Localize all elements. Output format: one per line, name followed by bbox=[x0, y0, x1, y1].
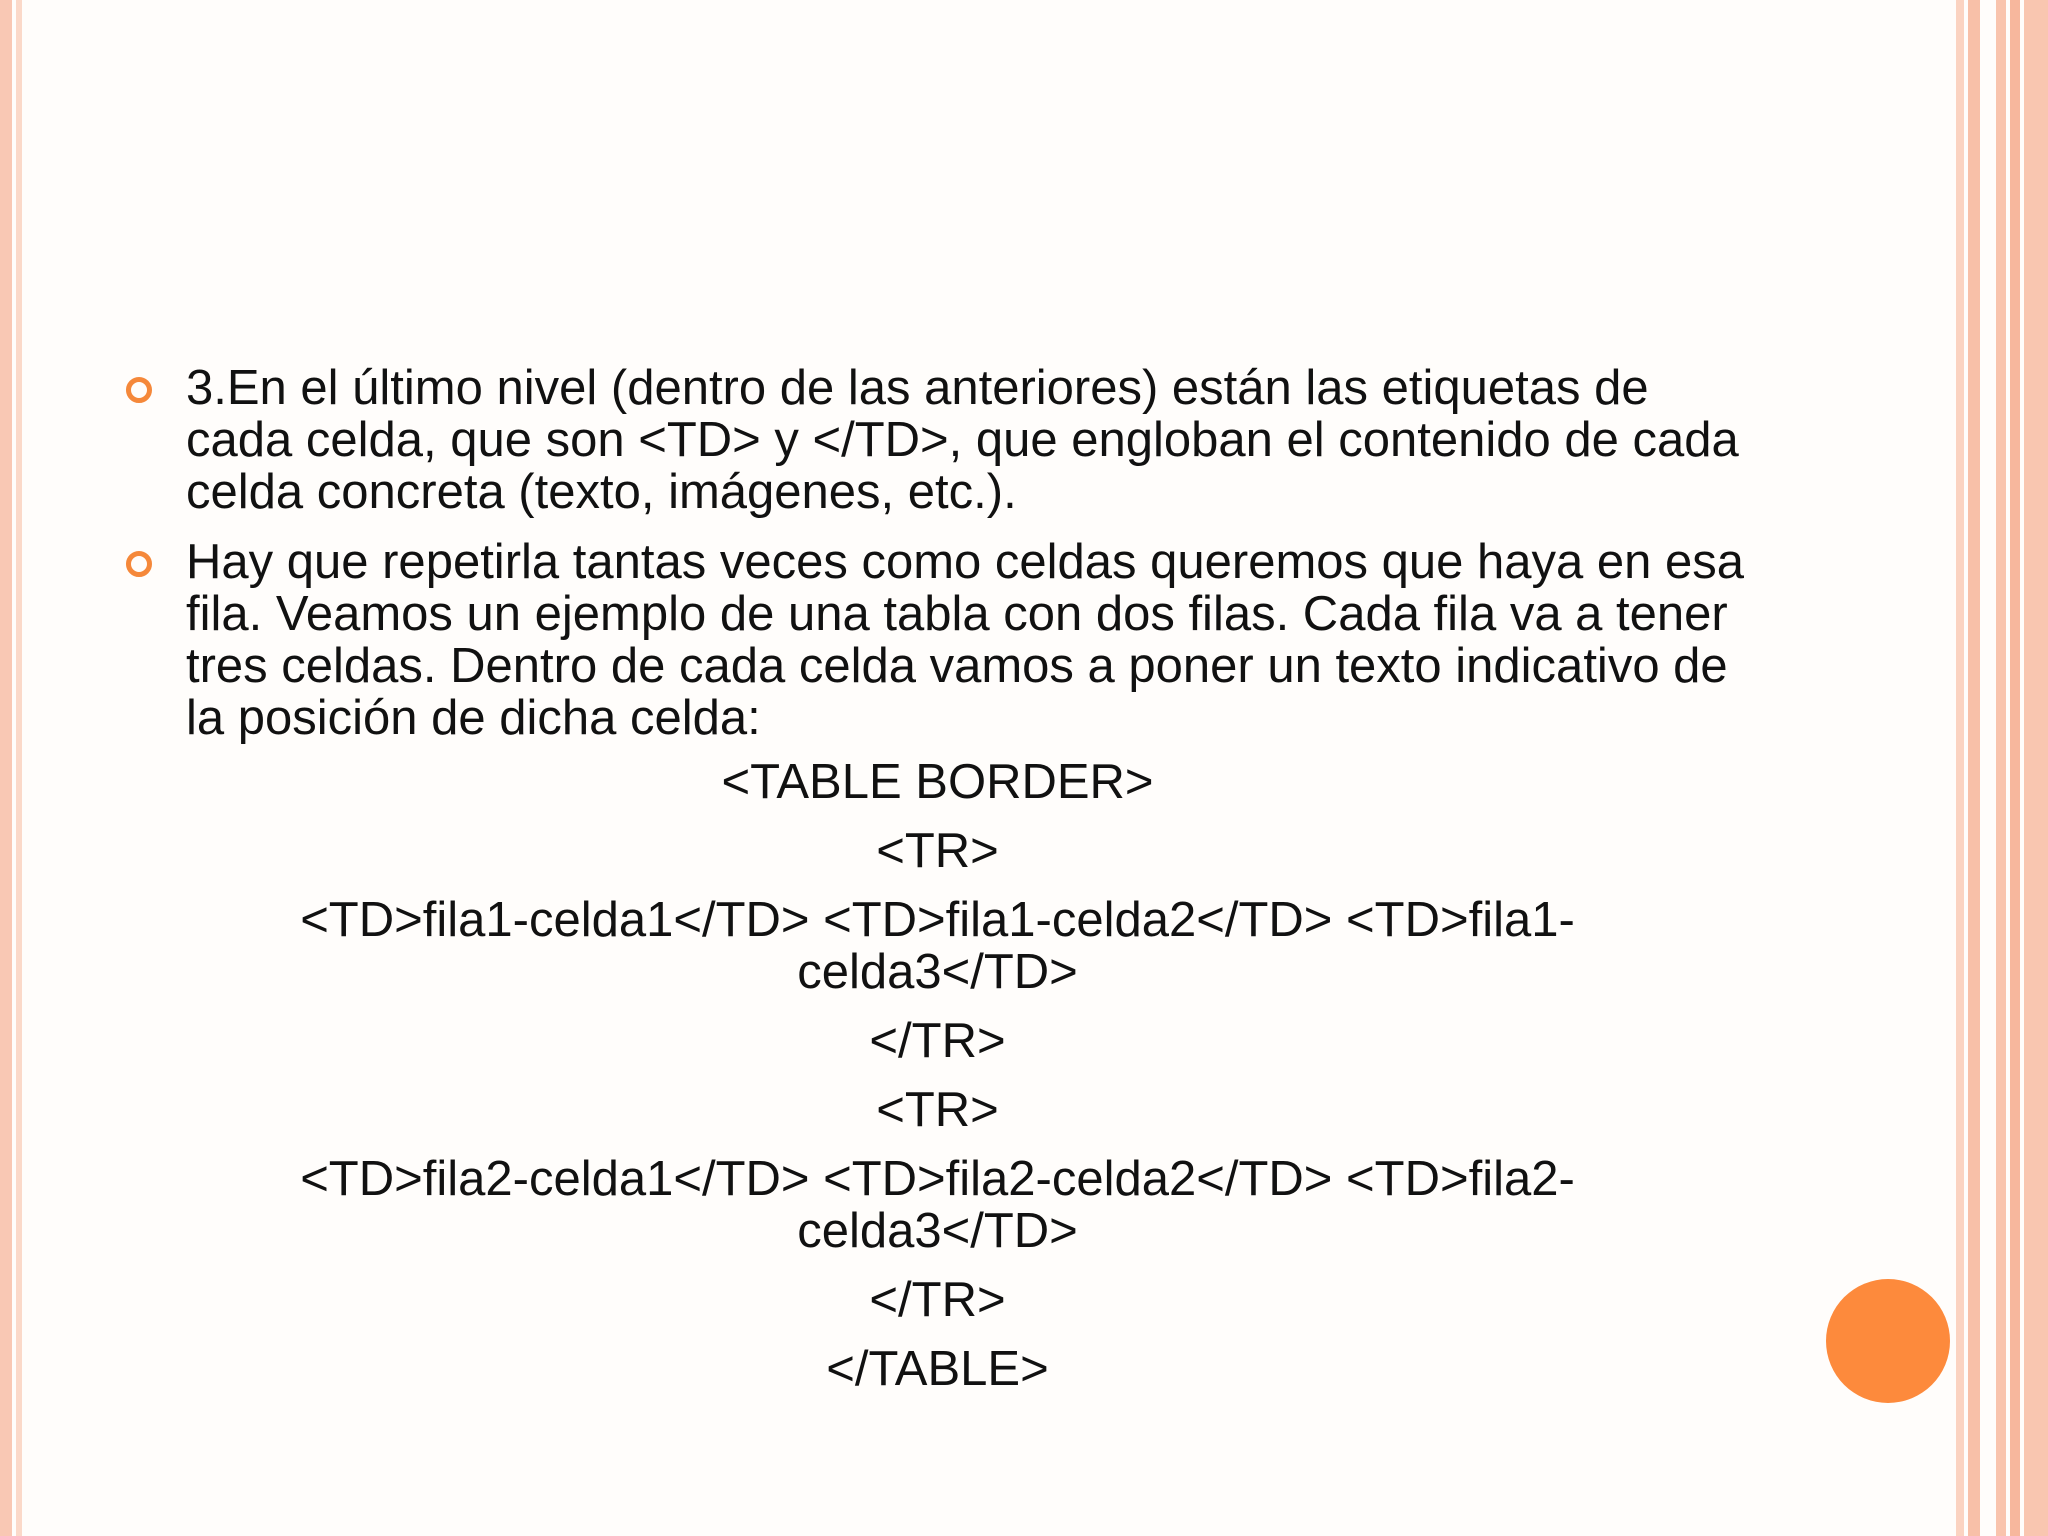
code-line-table-open: <TABLE BORDER> bbox=[721, 755, 1154, 809]
right-border-stripe bbox=[1956, 0, 1964, 1536]
bullet-list bbox=[124, 362, 1764, 762]
code-line-row-cells-cont: celda3</TD> bbox=[797, 1204, 1078, 1258]
code-line-table-close: </TABLE> bbox=[826, 1342, 1049, 1396]
code-line-row-open: <TR> bbox=[876, 1083, 999, 1137]
bullet-item bbox=[124, 536, 1764, 744]
right-border-stripe bbox=[1996, 0, 2006, 1536]
code-line-row-close: </TR> bbox=[869, 1014, 1006, 1068]
code-line-row-cells: <TD>fila1-celda1</TD> <TD>fila1-celda2</TD> <TD>fila1- bbox=[300, 893, 1575, 947]
bullet-text: Hay que repetirla tantas veces como celdas queremos que haya en esa fila. Veamos un ejemplo de una tabla con dos filas. Cada fila va a tener tres celdas. Dentro de cada celda vamos a poner un texto indicativo de la posición de dicha celda: bbox=[186, 535, 1745, 745]
code-line-row-close: </TR> bbox=[869, 1273, 1006, 1327]
code-example bbox=[185, 756, 1690, 1395]
code-line-row-open: <TR> bbox=[876, 824, 999, 878]
code-line-row-cells-cont: celda3</TD> bbox=[797, 945, 1078, 999]
right-border-stripe bbox=[1968, 0, 1980, 1536]
right-border-stripe bbox=[2024, 0, 2048, 1536]
left-border-stripe bbox=[0, 0, 12, 1536]
bullet-item bbox=[124, 362, 1764, 518]
bullet-text: 3.En el último nivel (dentro de las anteriores) están las etiquetas de cada celda, que son <TD> y </TD>, que engloban el contenido de cada celda concreta (texto, imágenes, etc.). bbox=[186, 361, 1739, 519]
hollow-circle-icon bbox=[126, 551, 152, 577]
hollow-circle-icon bbox=[126, 377, 152, 403]
right-border-stripe bbox=[2010, 0, 2020, 1536]
code-line-row-cells: <TD>fila2-celda1</TD> <TD>fila2-celda2</TD> <TD>fila2- bbox=[300, 1152, 1575, 1206]
orange-circle-decoration bbox=[1826, 1279, 1950, 1403]
left-border-stripe-inner bbox=[16, 0, 22, 1536]
